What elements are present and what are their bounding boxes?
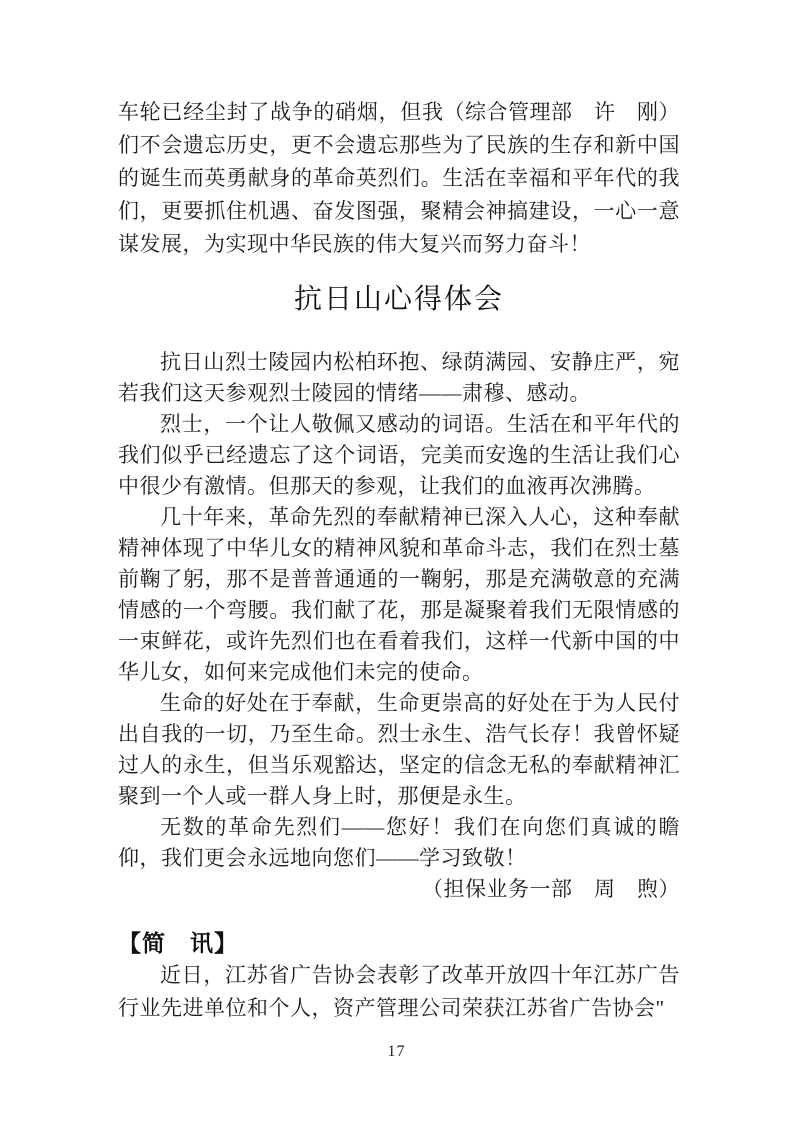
article-paragraph-3: 几十年来，革命先烈的奉献精神已深入人心，这种奉献精神体现了中华儿女的精神风貌和革命斗志，我们在烈士墓前鞠了躬，那不是普普通通的一鞠躬，那是充满敬意的充满情感的一个弯腰。我们献了花，那是凝聚着我们无限情感的一束鲜花，或许先烈们也在看着我们，这样一代新中国的中华儿女，如何来完成他们未完的使命。 (118, 505, 680, 684)
article-paragraph-4: 生命的好处在于奉献，生命更崇高的好处在于为人民付出自我的一切，乃至生命。烈士永生、浩气长存！我曾怀疑过人的永生，但当乐观豁达，坚定的信念无私的奉献精神汇聚到一个人或一群人身上时，那便是永生。 (118, 691, 680, 808)
page-number: 17 (387, 1043, 406, 1060)
briefs-paragraph: 近日，江苏省广告协会表彰了改革开放四十年江苏广告行业先进单位和个人，资产管理公司荣获江苏省广告协会" (118, 963, 680, 1020)
article-title: 抗日山心得体会 (293, 283, 504, 314)
main-article-attribution: （担保业务一部 周 煦） (422, 877, 680, 901)
lead-article-attribution: （综合管理部 许 刚） (443, 100, 680, 124)
lead-article-text: 车轮已经尘封了战争的硝烟，但我们不会遗忘历史，更不会遗忘那些为了民族的生存和新中国的诞生而英勇献身的革命英烈们。生活在幸福和平年代的我们，更要抓住机遇、奋发图强，聚精会神搞建设，一心一意谋发展，为实现中华民族的伟大复兴而努力奋斗！ (118, 100, 680, 256)
briefs-heading: 【简 讯】 (118, 930, 238, 956)
article-paragraph-5: 无数的革命先烈们——您好！我们在向您们真诚的瞻仰，我们更会永远地向您们——学习致敬！ (118, 815, 680, 870)
article-paragraph-2: 烈士，一个让人敬佩又感动的词语。生活在和平年代的我们似乎已经遗忘了这个词语，完美而安逸的生活让我们心中很少有激情。但那天的参观，让我们的血液再次沸腾。 (118, 412, 680, 498)
article-paragraph-1: 抗日山烈士陵园内松柏环抱、绿荫满园、安静庄严，宛若我们这天参观烈士陵园的情绪——肃穆、感动。 (118, 350, 680, 405)
lead-article-paragraph (118, 96, 680, 261)
